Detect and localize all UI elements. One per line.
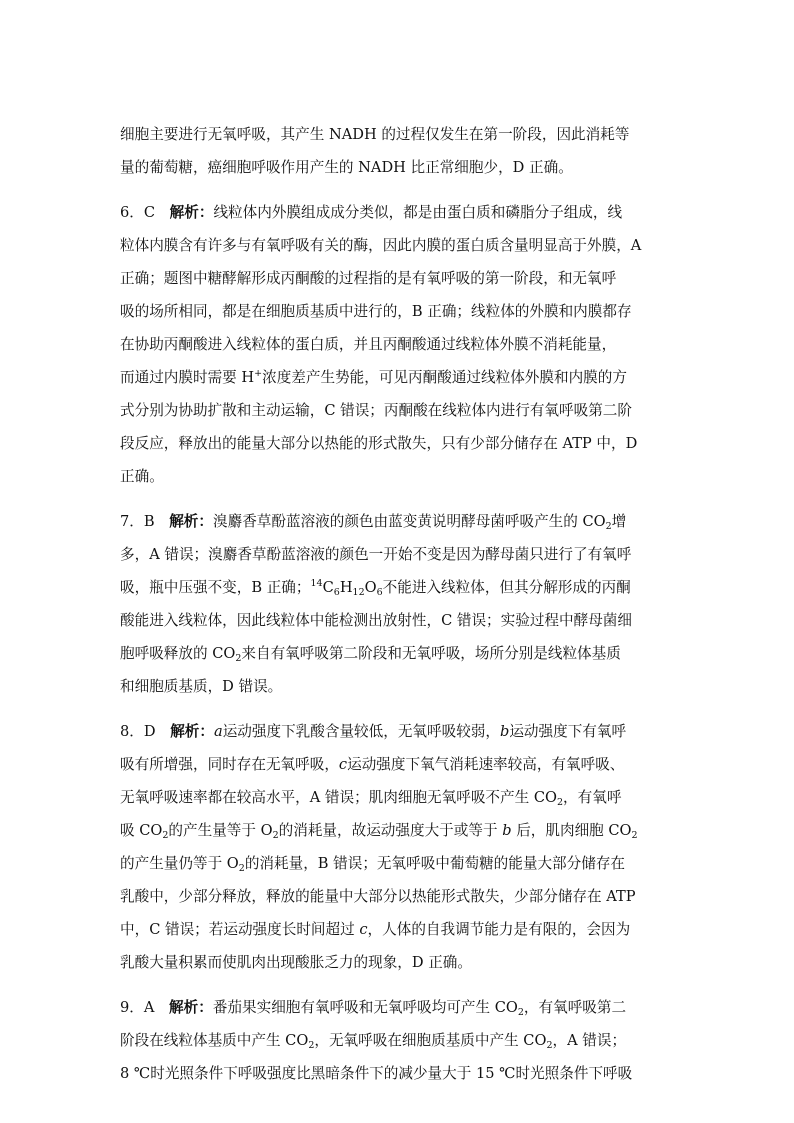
text: ，有氧呼 bbox=[563, 789, 622, 806]
analysis-label: 解析： bbox=[170, 723, 214, 740]
text: O bbox=[364, 579, 377, 596]
text-line: 吸的场所相同，都是在细胞质基质中进行的，B 正确；线粒体的外膜和内膜都存 bbox=[120, 303, 632, 320]
text: 吸 CO bbox=[120, 822, 163, 839]
variable: a bbox=[213, 723, 223, 740]
text: 后，肌肉细胞 CO bbox=[516, 822, 632, 839]
text-line bbox=[120, 847, 676, 880]
text: 中，C 错误；若运动强度长时间超过 bbox=[120, 921, 355, 938]
subscript: 2 bbox=[517, 1007, 524, 1018]
text-line bbox=[120, 361, 676, 394]
subscript: 2 bbox=[546, 1040, 553, 1051]
answer-page bbox=[120, 118, 676, 1090]
variable: b bbox=[502, 822, 512, 839]
subscript: 2 bbox=[308, 1040, 315, 1051]
text-line: 正确。 bbox=[120, 468, 164, 485]
question-7-line-1 bbox=[120, 505, 676, 538]
text: 浓度差产生势能，可见丙酮酸通过线粒体外膜和内膜的方 bbox=[262, 369, 627, 386]
text: 吸有所增强，同时存在无氧呼吸， bbox=[120, 756, 339, 773]
subscript: 2 bbox=[605, 521, 612, 532]
subscript: 2 bbox=[631, 830, 638, 841]
subscript: 6 bbox=[333, 587, 340, 598]
question-number: 9．A bbox=[120, 999, 155, 1016]
superscript: 14 bbox=[310, 578, 323, 589]
text-line: 乳酸中，少部分释放，释放的能量中大部分以热能形式散失，少部分储存在 ATP bbox=[120, 888, 636, 905]
text: 胞呼吸释放的 CO bbox=[120, 645, 236, 662]
text-line: 乳酸大量积累而使肌肉出现酸胀乏力的现象，D 正确。 bbox=[120, 954, 472, 971]
text: 无氧呼吸速率都在较高水平，A 错误；肌肉细胞无氧呼吸不产生 CO bbox=[120, 789, 557, 806]
text: 的产生量仍等于 O bbox=[120, 855, 239, 872]
superscript: + bbox=[254, 368, 263, 379]
text: 的产生量等于 O bbox=[168, 822, 273, 839]
text: ，有氧呼吸第二 bbox=[523, 999, 627, 1016]
text: H bbox=[339, 579, 353, 596]
text: 增 bbox=[611, 513, 627, 530]
text-line: 和细胞质基质，D 错误。 bbox=[120, 678, 283, 695]
text-line bbox=[120, 571, 676, 604]
text-line: 式分别为协助扩散和主动运输，C 错误；丙酮酸在线粒体内进行有氧呼吸第二阶 bbox=[120, 402, 632, 419]
variable: c bbox=[359, 921, 368, 938]
variable: b bbox=[499, 723, 510, 740]
text-line: 段反应，释放出的能量大部分以热能的形式散失，只有少部分储存在 ATP 中，D bbox=[120, 435, 638, 452]
text-line: 正确；题图中糖酵解形成丙酮酸的过程指的是有氧呼吸的第一阶段，和无氧呼 bbox=[120, 270, 617, 287]
text-line: 8 ℃时光照条件下呼吸强度比黑暗条件下的减少量大于 15 ℃时光照条件下呼吸 bbox=[120, 1065, 633, 1082]
question-9-line-1 bbox=[120, 991, 676, 1024]
text: ，A 错误； bbox=[552, 1032, 627, 1049]
subscript: 12 bbox=[352, 587, 365, 598]
text-line bbox=[120, 748, 676, 781]
question-6-line-1 bbox=[120, 196, 676, 229]
text: ，人体的自我调节能力是有限的，会因为 bbox=[367, 921, 631, 938]
text-line bbox=[120, 781, 676, 814]
text-line: 多，A 错误；溴麝香草酚蓝溶液的颜色一开始不变是因为酵母菌只进行了有氧呼 bbox=[120, 546, 632, 563]
subscript: 2 bbox=[556, 797, 564, 808]
text: 来自有氧呼吸第二阶段和无氧呼吸，场所分别是线粒体基质 bbox=[241, 645, 621, 662]
text: 运动强度下有氧呼 bbox=[509, 723, 627, 740]
text: 运动强度下氧气消耗速率较高，有氧呼吸、 bbox=[347, 756, 625, 773]
question-number: 8．D bbox=[120, 723, 156, 740]
text-line: 酸能进入线粒体，因此线粒体中能检测出放射性，C 错误；实验过程中酵母菌细 bbox=[120, 612, 632, 629]
text-line bbox=[120, 913, 676, 946]
text-line bbox=[120, 637, 676, 670]
text: 线粒体内外膜组成成分类似，都是由蛋白质和磷脂分子组成，线 bbox=[213, 204, 623, 221]
text-line: 粒体内膜含有许多与有氧呼吸有关的酶，因此内膜的蛋白质含量明显高于外膜，A bbox=[120, 237, 642, 254]
question-number: 6．C bbox=[120, 204, 156, 221]
variable: c bbox=[338, 756, 348, 773]
text: 而通过内膜时需要 H bbox=[120, 369, 255, 386]
text: 的消耗量，故运动强度大于或等于 bbox=[278, 822, 498, 839]
subscript: 2 bbox=[238, 863, 245, 874]
text: 阶段在线粒体基质中产生 CO bbox=[120, 1032, 309, 1049]
text: 运动强度下乳酸含量较低，无氧呼吸较弱， bbox=[222, 723, 500, 740]
text: 吸，瓶中压强不变，B 正确； bbox=[120, 579, 311, 596]
text-line: 在协助丙酮酸进入线粒体的蛋白质，并且丙酮酸通过线粒体外膜不消耗能量， bbox=[120, 336, 617, 353]
text: 不能进入线粒体，但其分解形成的丙酮 bbox=[382, 579, 631, 596]
text-line bbox=[120, 1024, 676, 1057]
text: 番茄果实细胞有氧呼吸和无氧呼吸均可产生 CO bbox=[212, 999, 518, 1016]
subscript: 6 bbox=[376, 587, 383, 598]
subscript: 2 bbox=[235, 653, 242, 664]
analysis-label: 解析： bbox=[169, 513, 213, 530]
subscript: 2 bbox=[162, 830, 169, 841]
text: 的消耗量，B 错误；无氧呼吸中葡萄糖的能量大部分储存在 bbox=[244, 855, 626, 872]
analysis-label: 解析： bbox=[169, 204, 214, 221]
analysis-label: 解析： bbox=[169, 999, 213, 1016]
text: C bbox=[322, 579, 334, 596]
subscript: 2 bbox=[272, 830, 279, 841]
text-line: 量的葡萄糖，癌细胞呼吸作用产生的 NADH 比正常细胞少，D 正确。 bbox=[120, 159, 573, 176]
text-line: 细胞主要进行无氧呼吸，其产生 NADH 的过程仅发生在第一阶段，因此消耗等 bbox=[120, 126, 630, 143]
text: ，无氧呼吸在细胞质基质中产生 CO bbox=[314, 1032, 547, 1049]
question-8-line-1 bbox=[120, 715, 676, 748]
text-line bbox=[120, 814, 676, 847]
question-number: 7．B bbox=[120, 513, 155, 530]
text: 溴麝香草酚蓝溶液的颜色由蓝变黄说明酵母菌呼吸产生的 CO bbox=[213, 513, 606, 530]
